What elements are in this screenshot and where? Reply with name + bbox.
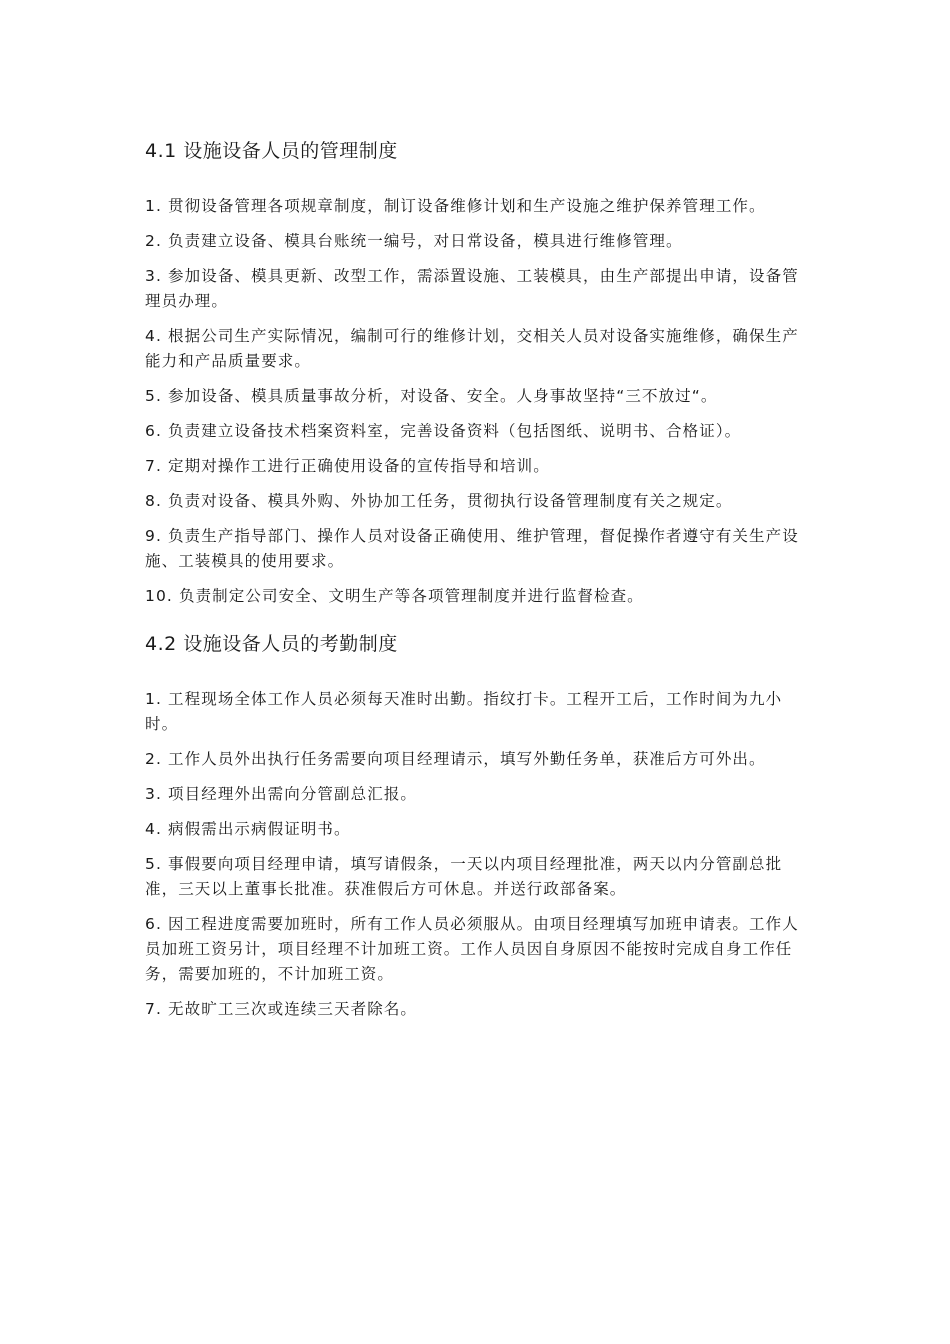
- document-page: [145, 136, 815, 1032]
- list-item: 8. 负责对设备、模具外购、外协加工任务，贯彻执行设备管理制度有关之规定。: [145, 492, 733, 510]
- list-item: 7. 无故旷工三次或连续三天者除名。: [145, 1000, 418, 1018]
- list-item: 4. 根据公司生产实际情况，编制可行的维修计划，交相关人员对设备实施维修，确保生产能力和产品质量要求。: [145, 327, 799, 370]
- list-item: 2. 工作人员外出执行任务需要向项目经理请示，填写外勤任务单，获准后方可外出。: [145, 750, 766, 768]
- list-item: 2. 负责建立设备、模具台账统一编号，对日常设备，模具进行维修管理。: [145, 232, 683, 250]
- list-item: 3. 项目经理外出需向分管副总汇报。: [145, 785, 418, 803]
- list-item: 4. 病假需出示病假证明书。: [145, 820, 351, 838]
- list-item: 7. 定期对操作工进行正确使用设备的宣传指导和培训。: [145, 457, 550, 475]
- list-item: 5. 事假要向项目经理申请，填写请假条，一天以内项目经理批准，两天以内分管副总批准，三天以上董事长批准。获准假后方可休息。并送行政部备案。: [145, 855, 783, 898]
- list-item: 10. 负责制定公司安全、文明生产等各项管理制度并进行监督检查。: [145, 587, 644, 605]
- list-item: 5. 参加设备、模具质量事故分析，对设备、安全。人身事故坚持“三不放过“。: [145, 387, 718, 405]
- list-item: 9. 负责生产指导部门、操作人员对设备正确使用、维护管理，督促操作者遵守有关生产设施、工装模具的使用要求。: [145, 527, 799, 570]
- list-item: 1. 工程现场全体工作人员必须每天准时出勤。指纹打卡。工程开工后，工作时间为九小时。: [145, 690, 783, 733]
- list-item: 3. 参加设备、模具更新、改型工作，需添置设施、工装模具，由生产部提出申请，设备管理员办理。: [145, 267, 799, 310]
- management-rules-list: [145, 194, 815, 609]
- list-item: 1. 贯彻设备管理各项规章制度，制订设备维修计划和生产设施之维护保养管理工作。: [145, 197, 766, 215]
- section-title-attendance: 4.2 设施设备人员的考勤制度: [145, 633, 398, 655]
- attendance-rules-list: [145, 687, 815, 1022]
- section-spacer: [145, 619, 815, 629]
- list-item: 6. 因工程进度需要加班时，所有工作人员必须服从。由项目经理填写加班申请表。工作人员加班工资另计，项目经理不计加班工资。工作人员因自身原因不能按时完成自身工作任务，需要加班的，不计加班工资。: [145, 915, 799, 983]
- section-title-management: 4.1 设施设备人员的管理制度: [145, 140, 398, 162]
- list-item: 6. 负责建立设备技术档案资料室，完善设备资料（包括图纸、说明书、合格证）。: [145, 422, 742, 440]
